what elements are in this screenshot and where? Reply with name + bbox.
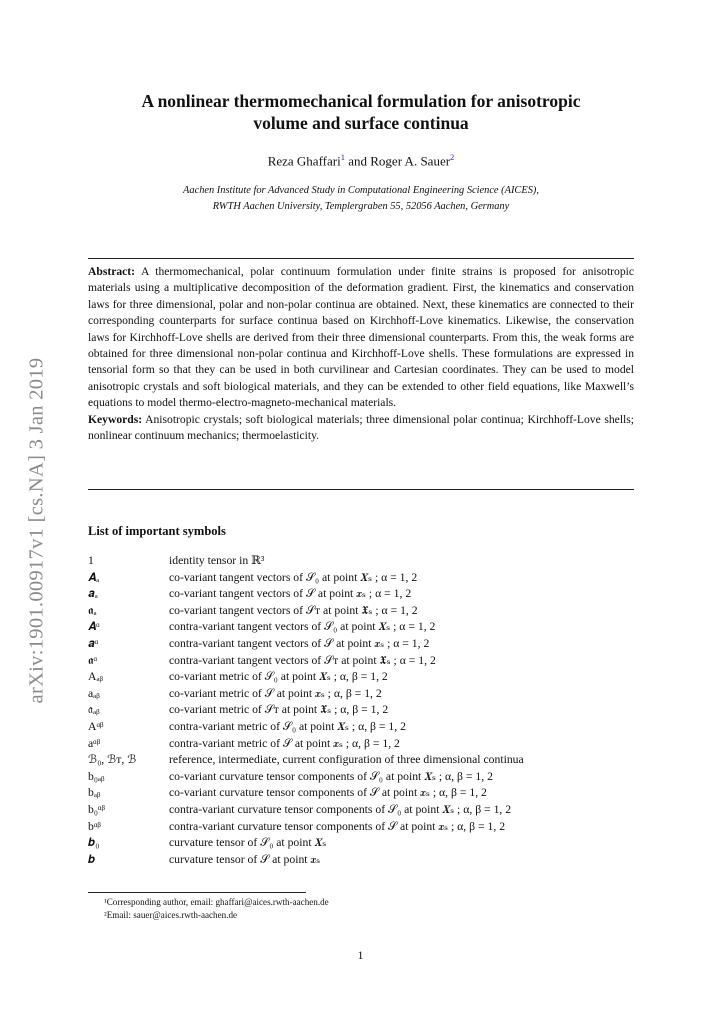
symbol-description: co-variant curvature tensor components of 𝒮₀ at point 𝑿ₛ ; α, β = 1, 2 xyxy=(169,769,493,783)
symbol-row xyxy=(88,752,648,769)
page-number: 1 xyxy=(357,948,364,962)
author-2-footnote-mark[interactable]: 2 xyxy=(450,152,455,162)
symbol: 𝖆ₐ xyxy=(88,603,97,617)
symbols-list xyxy=(88,553,648,868)
symbol-row xyxy=(88,719,648,736)
symbol: ℬ₀, ℬᴛ, ℬ xyxy=(88,753,137,767)
symbol-row xyxy=(88,669,648,686)
symbol-description: contra-variant tangent vectors of 𝒮ᴛ at point 𝖃ₛ ; α = 1, 2 xyxy=(169,653,436,667)
symbol: 𝖆ᵅ xyxy=(88,653,98,667)
symbol-description: contra-variant metric of 𝒮₀ at point 𝑿ₛ ; α, β = 1, 2 xyxy=(169,719,406,733)
symbol-row xyxy=(88,852,648,869)
author-1-footnote-mark[interactable]: 1 xyxy=(340,152,345,162)
symbol-description: co-variant metric of 𝒮₀ at point 𝑿ₛ ; α, β = 1, 2 xyxy=(169,670,388,684)
title-line-1: A nonlinear thermomechanical formulation for anisotropic xyxy=(141,91,581,111)
symbol-description: reference, intermediate, current configuration of three dimensional continua xyxy=(169,753,524,767)
symbol-description: co-variant curvature tensor components of 𝒮 at point 𝒙ₛ ; α, β = 1, 2 xyxy=(169,786,487,800)
symbol-description: curvature tensor of 𝒮 at point 𝒙ₛ xyxy=(169,852,321,866)
symbol-description: co-variant tangent vectors of 𝒮ᴛ at point 𝖃ₛ ; α = 1, 2 xyxy=(169,603,418,617)
symbol-row xyxy=(88,802,648,819)
symbol: 1 xyxy=(88,554,94,567)
symbol-row xyxy=(88,636,648,653)
footnote-1: ¹Corresponding author, email: ghaffari@aices.rwth-aachen.de xyxy=(104,897,329,907)
symbol: bₐᵦ xyxy=(88,786,101,800)
symbol: aₐᵦ xyxy=(88,686,100,700)
symbol: 𝒂ₐ xyxy=(88,587,98,601)
symbol-row xyxy=(88,736,648,753)
symbol-row xyxy=(88,785,648,802)
footnote-rule xyxy=(88,892,306,893)
symbol: 𝒂ᵅ xyxy=(88,636,99,650)
symbol-description: identity tensor in ℝ³ xyxy=(169,554,265,567)
symbol: 𝑨ₐ xyxy=(88,570,100,584)
symbol-row xyxy=(88,769,648,786)
symbol-row xyxy=(88,835,648,852)
symbol-row xyxy=(88,653,648,670)
title-line-2: volume and surface continua xyxy=(253,113,469,133)
symbol: b₀ᵅᵝ xyxy=(88,802,105,816)
authors xyxy=(88,152,634,169)
symbol-description: co-variant metric of 𝒮ᴛ at point 𝖃ₛ ; α, β = 1, 2 xyxy=(169,703,389,717)
keywords-paragraph xyxy=(88,412,634,445)
affiliation xyxy=(88,183,634,215)
abstract xyxy=(88,264,634,444)
symbol-description: co-variant metric of 𝒮 at point 𝒙ₛ ; α, β = 1, 2 xyxy=(169,686,382,700)
symbol: bᵅᵝ xyxy=(88,819,101,833)
footnote-2: ²Email: sauer@aices.rwth-aachen.de xyxy=(104,909,238,920)
symbol: b₀ₐᵦ xyxy=(88,769,105,783)
symbol-row xyxy=(88,553,648,570)
author-separator: and xyxy=(344,153,371,169)
symbol-row xyxy=(88,686,648,703)
arxiv-watermark xyxy=(20,325,54,735)
symbol-row xyxy=(88,586,648,603)
abstract-bottom-rule xyxy=(88,489,634,490)
affiliation-line-2: RWTH Aachen University, Templergraben 55, 52056 Aachen, Germany xyxy=(212,201,510,212)
symbol-description: co-variant tangent vectors of 𝒮₀ at point 𝑿ₛ ; α = 1, 2 xyxy=(169,570,418,584)
symbol-description: contra-variant curvature tensor components of 𝒮₀ at point 𝑿ₛ ; α, β = 1, 2 xyxy=(169,802,512,816)
symbols-heading: List of important symbols xyxy=(88,524,226,538)
symbol: 𝔞ₐᵦ xyxy=(88,703,100,717)
keywords-text: Anisotropic crystals; soft biological materials; three dimensional polar continua; Kirchhoff-Love shells; nonlinear continuum mechanics; thermoelasticity. xyxy=(88,412,635,443)
symbol-row xyxy=(88,570,648,587)
symbol: 𝒃 xyxy=(88,852,96,866)
arxiv-id: arXiv:1901.00917v1 [cs.NA] 3 Jan 2019 xyxy=(25,357,48,703)
author-2: Roger A. Sauer xyxy=(370,153,451,169)
footnotes xyxy=(104,896,329,921)
symbol-row xyxy=(88,603,648,620)
symbol-description: curvature tensor of 𝒮₀ at point 𝑿ₛ xyxy=(169,836,327,850)
abstract-label: Abstract: xyxy=(88,265,136,278)
symbol-description: contra-variant curvature tensor components of 𝒮 at point 𝒙ₛ ; α, β = 1, 2 xyxy=(169,819,506,833)
symbol-row xyxy=(88,702,648,719)
symbol-description: contra-variant tangent vectors of 𝒮 at point 𝒙ₛ ; α = 1, 2 xyxy=(169,636,430,650)
symbol: Aₐᵦ xyxy=(88,670,103,684)
symbol: aᵅᵝ xyxy=(88,736,101,750)
author-1: Reza Ghaffari xyxy=(267,153,341,169)
keywords-label: Keywords: xyxy=(88,412,143,426)
paper-title xyxy=(88,90,634,134)
symbol-row xyxy=(88,619,648,636)
symbol-description: contra-variant tangent vectors of 𝒮₀ at point 𝑿ₛ ; α = 1, 2 xyxy=(169,620,436,634)
symbol: Aᵅᵝ xyxy=(88,719,104,733)
abstract-top-rule xyxy=(88,258,634,259)
symbol-description: co-variant tangent vectors of 𝒮 at point 𝒙ₛ ; α = 1, 2 xyxy=(169,587,412,601)
abstract-paragraph xyxy=(88,264,634,412)
symbol-description: contra-variant metric of 𝒮 at point 𝒙ₛ ; α, β = 1, 2 xyxy=(169,736,400,750)
symbol: 𝑨ᵅ xyxy=(88,620,100,634)
symbol: 𝒃₀ xyxy=(88,836,100,850)
abstract-text: A thermomechanical, polar continuum formulation under finite strains is proposed for anisotropic materials using a multiplicative decomposition of the deformation gradient. First, the kinematics and conservation laws for three dimensional, polar and non-polar continua are obtained. Next, these kinematics are connected to their corresponding counterparts for surface continua based on Kirchhoff-Love kinematics. Likewise, the conservation laws for Kirchhoff-Love shells are derived from their three dimensional counterparts. From this, the weak forms are obtained for three dimensional non-polar continua and Kirchhoff-Love shells. These formulations are expressed in tensorial form so that they can be used in both curvilinear and Cartesian coordinates. They can be used to model anisotropic crystals and soft biological materials, and they can be extended to other field equations, like Maxwell’s equations to model thermo-electro-magneto-mechanical materials. xyxy=(88,265,634,410)
affiliation-line-1: Aachen Institute for Advanced Study in Computational Engineering Science (AICES), xyxy=(183,185,539,196)
symbol-row xyxy=(88,819,648,836)
